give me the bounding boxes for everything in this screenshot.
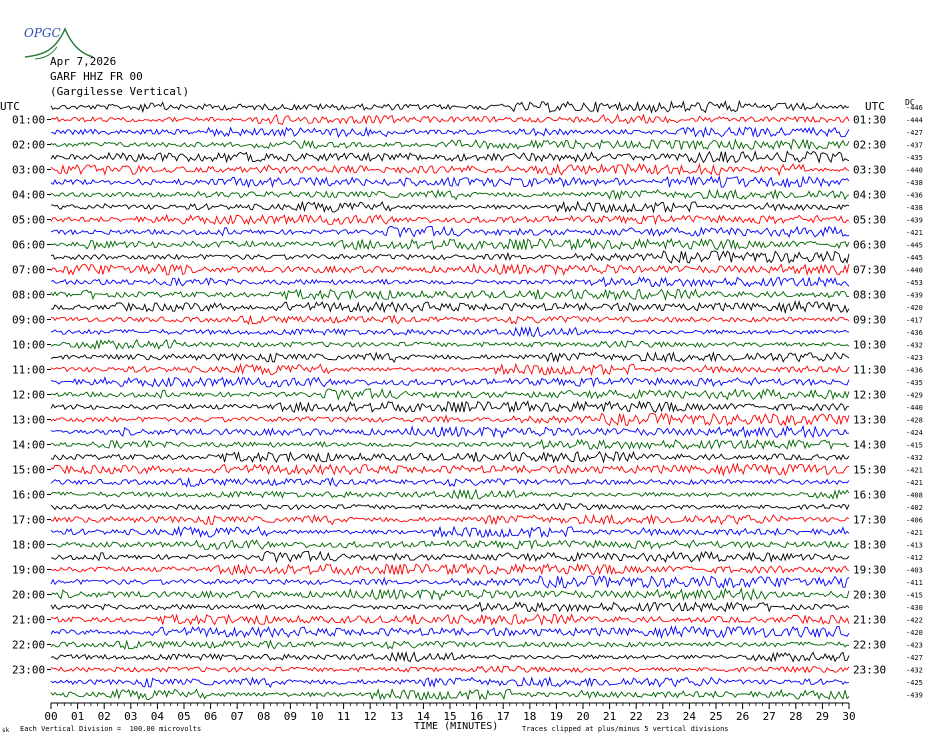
x-tick-label: 29 (815, 710, 830, 723)
seismic-trace (51, 264, 849, 275)
seismic-trace (51, 490, 849, 499)
seismic-trace (51, 364, 849, 374)
right-utc-label: UTC (865, 100, 885, 113)
left-hour-label: 21:00 (12, 613, 46, 627)
dc-offset-label: -440 (906, 166, 923, 175)
dc-offset-label: -439 (906, 691, 923, 700)
x-tick-label: 00 (44, 710, 58, 723)
x-tick-label: 28 (789, 710, 803, 723)
seismic-trace (51, 652, 849, 661)
seismic-trace (51, 689, 849, 699)
right-hour-label: 05:30 (853, 213, 887, 227)
right-hour-label: 21:30 (853, 613, 887, 627)
seismic-trace (51, 127, 849, 137)
dc-offset-label: -445 (906, 254, 923, 262)
x-tick-label: 06 (203, 710, 218, 723)
x-tick-label: 08 (257, 710, 271, 723)
right-hour-label: 06:30 (853, 238, 887, 252)
left-hour-label: 15:00 (12, 463, 46, 477)
dc-label: DC (905, 98, 915, 107)
x-tick-label: 01 (70, 710, 85, 723)
seismic-trace (51, 589, 849, 600)
left-hour-label: 22:00 (12, 638, 46, 652)
x-tick-label: 14 (416, 710, 431, 723)
dc-offset-label: -415 (906, 441, 923, 450)
x-tick-label: 15 (443, 710, 457, 723)
dc-offset-label: -406 (906, 516, 923, 525)
seismic-trace (51, 504, 849, 510)
left-hour-label: 02:00 (12, 138, 46, 152)
dc-offset-label: -417 (906, 316, 923, 325)
left-hour-label: 10:00 (12, 338, 46, 352)
dc-offset-label: -435 (906, 154, 923, 162)
left-hour-label: 05:00 (12, 213, 46, 227)
left-hour-label: 20:00 (12, 588, 46, 602)
right-hour-label: 04:30 (853, 188, 887, 202)
left-hour-label: 09:00 (12, 313, 46, 327)
dc-offset-label: -408 (906, 491, 923, 500)
x-axis-title: TIME (MINUTES) (414, 721, 499, 732)
seismic-trace (51, 353, 849, 363)
right-hour-label: 07:30 (853, 263, 887, 277)
seismic-trace (51, 340, 849, 349)
dc-offset-label: -403 (906, 566, 923, 575)
seismic-trace (51, 414, 849, 426)
dc-offset-label: -429 (906, 391, 923, 400)
seismic-trace (51, 426, 849, 437)
seismic-trace (51, 239, 849, 250)
seismic-trace (51, 478, 849, 486)
seismic-trace (51, 464, 849, 475)
right-hour-label: 02:30 (853, 138, 887, 152)
seismic-trace (51, 316, 849, 324)
seismic-trace (51, 190, 849, 200)
left-hour-label: 13:00 (12, 413, 46, 427)
x-tick-label: 09 (283, 710, 298, 723)
dc-offset-label: -423 (906, 354, 923, 362)
right-hour-label: 23:30 (853, 663, 887, 677)
seismic-trace (51, 564, 849, 575)
x-tick-label: 23 (656, 710, 670, 723)
left-hour-label: 11:00 (12, 363, 46, 377)
dc-offset-label: -430 (906, 604, 923, 612)
x-tick-label: 25 (709, 710, 723, 723)
header-station: GARF HHZ FR 00 (50, 70, 143, 83)
dc-offset-label: -420 (906, 304, 923, 312)
left-hour-label: 04:00 (12, 188, 46, 202)
seismic-trace (51, 603, 849, 612)
dc-offset-label: -438 (906, 179, 923, 187)
left-hour-label: 01:00 (12, 113, 46, 127)
x-tick-label: 07 (230, 710, 244, 723)
right-hour-label: 03:30 (853, 163, 887, 177)
corner-mark: sk (2, 727, 10, 734)
dc-offset-label: -421 (906, 229, 923, 237)
seismic-trace (51, 641, 849, 649)
x-tick-label: 24 (682, 710, 697, 723)
x-tick-label: 03 (124, 710, 138, 723)
x-tick-label: 20 (576, 710, 590, 723)
left-hour-label: 19:00 (12, 563, 46, 577)
seismic-trace (51, 289, 849, 299)
right-hour-label: 13:30 (853, 413, 887, 427)
seismic-trace (51, 540, 849, 549)
header-date: Apr 7,2026 (50, 55, 117, 68)
dc-offset-label: -444 (906, 116, 923, 125)
left-hour-label: 23:00 (12, 663, 46, 677)
x-tick-label: 30 (842, 710, 856, 723)
right-hour-label: 14:30 (853, 438, 887, 452)
x-tick-label: 04 (150, 710, 165, 723)
x-tick-label: 26 (735, 710, 750, 723)
dc-offset-label: -420 (906, 629, 923, 637)
seismic-trace (51, 177, 849, 188)
seismic-trace (51, 278, 849, 287)
left-hour-label: 16:00 (12, 488, 46, 502)
x-tick-label: 21 (602, 710, 617, 723)
dc-offset-label: -415 (906, 591, 923, 600)
seismic-trace (51, 389, 849, 400)
footer-left-note: Each Vertical Division = 100.00 microvolts (20, 725, 202, 733)
dc-offset-label: -432 (906, 666, 923, 675)
dc-offset-label: -423 (906, 641, 923, 650)
dc-offset-label: -440 (906, 266, 923, 275)
dc-offset-label: -402 (906, 504, 923, 512)
footer-right-note: Traces clipped at plus/minus 5 vertical divisions (522, 725, 729, 733)
dc-offset-label: -432 (906, 454, 923, 462)
seismic-trace (51, 626, 849, 637)
left-hour-label: 08:00 (12, 288, 46, 302)
x-tick-label: 13 (390, 710, 404, 723)
logo-text: OPGC (24, 26, 61, 40)
seismic-trace (51, 678, 849, 688)
seismic-trace (51, 327, 849, 336)
right-hour-label: 12:30 (853, 388, 887, 402)
dc-offset-label: -421 (906, 479, 923, 487)
seismic-trace (51, 576, 849, 588)
seismic-trace (51, 378, 849, 387)
x-tick-label: 18 (523, 710, 537, 723)
dc-offset-label: -446 (906, 104, 923, 112)
dc-offset-label: -413 (906, 541, 923, 550)
seismic-trace (51, 164, 849, 175)
seismic-trace (51, 614, 849, 624)
seismic-trace (51, 551, 849, 562)
x-tick-label: 10 (310, 710, 324, 723)
right-hour-label: 22:30 (853, 638, 887, 652)
right-hour-label: 20:30 (853, 588, 887, 602)
x-tick-label: 27 (762, 710, 776, 723)
dc-offset-label: -427 (906, 129, 923, 137)
x-tick-label: 16 (469, 710, 484, 723)
right-hour-label: 08:30 (853, 288, 887, 302)
x-tick-label: 17 (496, 710, 510, 723)
header-location: (Gargilesse Vertical) (50, 85, 190, 98)
dc-offset-label: -436 (906, 329, 923, 337)
right-hour-label: 11:30 (853, 363, 887, 377)
x-tick-label: 22 (629, 710, 643, 723)
left-hour-label: 03:00 (12, 163, 46, 177)
seismic-trace (51, 251, 849, 263)
seismic-trace (51, 101, 849, 112)
dc-offset-label: -411 (906, 579, 923, 587)
dc-offset-label: -412 (906, 554, 923, 562)
x-tick-label: 05 (177, 710, 191, 723)
x-tick-label: 12 (363, 710, 377, 723)
dc-offset-label: -432 (906, 341, 923, 350)
seismic-trace (51, 139, 849, 149)
dc-offset-label: -422 (906, 616, 923, 625)
left-hour-label: 12:00 (12, 388, 46, 402)
dc-offset-label: -437 (906, 141, 923, 150)
seismic-trace (51, 452, 849, 462)
x-tick-label: 11 (336, 710, 351, 723)
right-hour-label: 19:30 (853, 563, 887, 577)
left-hour-label: 18:00 (12, 538, 46, 552)
left-utc-label: UTC (0, 100, 20, 113)
right-hour-label: 18:30 (853, 538, 887, 552)
left-hour-label: 07:00 (12, 263, 46, 277)
seismic-trace (51, 202, 849, 212)
dc-offset-label: -438 (906, 204, 923, 212)
seismic-trace (51, 226, 849, 237)
x-tick-label: 19 (549, 710, 564, 723)
seismic-trace (51, 666, 849, 672)
logo (2, 2, 77, 46)
left-hour-label: 17:00 (12, 513, 46, 527)
dc-offset-label: -427 (906, 654, 923, 662)
seismic-trace (51, 302, 849, 313)
right-hour-label: 17:30 (853, 513, 887, 527)
dc-offset-label: -436 (906, 366, 923, 375)
right-hour-label: 10:30 (853, 338, 887, 352)
seismic-trace (51, 152, 849, 163)
left-hour-label: 06:00 (12, 238, 46, 252)
dc-offset-label: -425 (906, 679, 923, 687)
dc-offset-label: -435 (906, 379, 923, 387)
dc-offset-label: -421 (906, 466, 923, 475)
seismic-trace (51, 115, 849, 125)
right-hour-label: 09:30 (853, 313, 887, 327)
dc-offset-label: -445 (906, 241, 923, 250)
dc-offset-label: -424 (906, 429, 923, 437)
dc-offset-label: -428 (906, 416, 923, 425)
right-hour-label: 01:30 (853, 113, 887, 127)
dc-offset-label: -439 (906, 291, 923, 300)
seismic-trace (51, 402, 849, 413)
right-hour-label: 16:30 (853, 488, 887, 502)
seismic-trace (51, 527, 849, 537)
dc-offset-label: -440 (906, 404, 923, 412)
dc-offset-label: -436 (906, 191, 923, 200)
x-tick-label: 02 (97, 710, 111, 723)
dc-offset-label: -439 (906, 216, 923, 225)
seismic-trace (51, 215, 849, 224)
dc-offset-label: -421 (906, 529, 923, 537)
right-hour-label: 15:30 (853, 463, 887, 477)
seismic-trace (51, 440, 849, 449)
left-hour-label: 14:00 (12, 438, 46, 452)
seismic-trace (51, 515, 849, 525)
dc-offset-label: -453 (906, 279, 923, 287)
